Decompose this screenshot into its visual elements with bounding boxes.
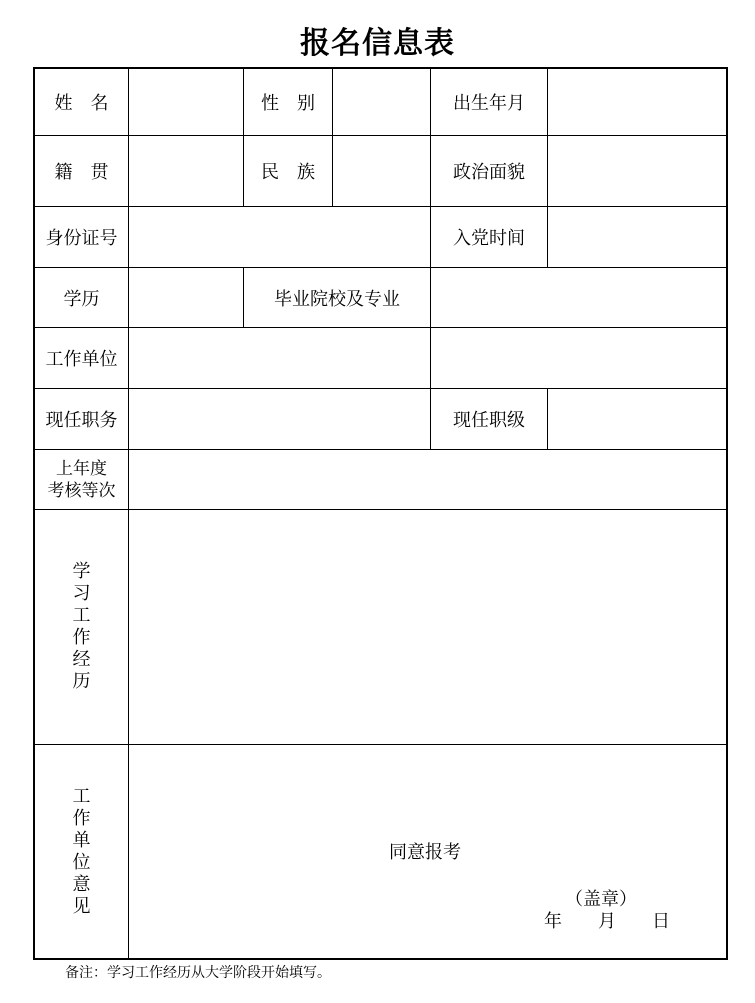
political-status-field[interactable] xyxy=(548,136,726,206)
current-position-field[interactable] xyxy=(129,389,430,449)
label-ethnicity: 民 族 xyxy=(261,162,315,183)
current-rank-field[interactable] xyxy=(548,389,726,449)
label-political-status: 政治面貌 xyxy=(453,162,525,183)
label-resume xyxy=(35,510,128,744)
label-gender: 性 别 xyxy=(261,93,315,114)
label-party-date: 入党时间 xyxy=(453,228,525,249)
footnote: 备注：学习工作经历从大学阶段开始填写。 xyxy=(65,965,331,981)
label-opinion-char: 工 xyxy=(72,785,91,807)
label-education: 学历 xyxy=(63,288,100,310)
label-resume-char: 习 xyxy=(72,583,91,604)
label-opinion-char: 作 xyxy=(72,807,91,829)
resume-field[interactable] xyxy=(129,510,726,744)
party-date-field[interactable] xyxy=(548,207,726,267)
education-field[interactable] xyxy=(129,268,243,327)
label-birth: 出生年月 xyxy=(453,93,525,114)
label-resume-char: 工 xyxy=(72,605,91,626)
assessment-field[interactable] xyxy=(129,450,726,509)
label-current-rank: 现任职级 xyxy=(453,410,525,431)
label-native-place: 籍 贯 xyxy=(54,162,109,183)
registration-form xyxy=(33,67,728,960)
label-assessment-line1: 上年度 xyxy=(56,458,107,479)
agree-text: 同意报考 xyxy=(389,842,461,863)
label-resume-char: 作 xyxy=(72,627,91,648)
id-number-field[interactable] xyxy=(129,207,430,267)
form-title: 报名信息表 xyxy=(300,26,455,61)
unit-opinion-field[interactable] xyxy=(129,745,726,958)
label-resume-char: 学 xyxy=(72,561,91,582)
label-opinion-char: 位 xyxy=(72,851,91,873)
label-name: 姓 名 xyxy=(54,93,109,114)
native-place-field[interactable] xyxy=(129,136,243,206)
label-opinion-char: 见 xyxy=(72,895,91,917)
label-opinion-char: 意 xyxy=(72,873,91,895)
label-opinion-char: 单 xyxy=(72,829,91,851)
work-unit-field[interactable] xyxy=(129,328,726,388)
label-work-unit: 工作单位 xyxy=(45,349,118,370)
label-id-number: 身份证号 xyxy=(45,228,118,249)
label-assessment-line2: 考核等次 xyxy=(47,480,116,501)
birth-field[interactable] xyxy=(548,69,726,135)
gender-field[interactable] xyxy=(333,69,430,135)
label-unit-opinion xyxy=(35,745,128,958)
seal-text: （盖章） xyxy=(565,889,637,910)
name-field[interactable] xyxy=(129,69,243,135)
label-school-major: 毕业院校及专业 xyxy=(274,288,400,310)
label-current-position: 现任职务 xyxy=(45,410,118,431)
label-resume-char: 经 xyxy=(72,649,91,670)
label-resume-char: 历 xyxy=(72,671,91,692)
ethnicity-field[interactable] xyxy=(333,136,430,206)
school-major-field[interactable] xyxy=(431,268,726,327)
label-assessment xyxy=(35,450,128,509)
date-text: 年 月 日 xyxy=(544,911,670,932)
